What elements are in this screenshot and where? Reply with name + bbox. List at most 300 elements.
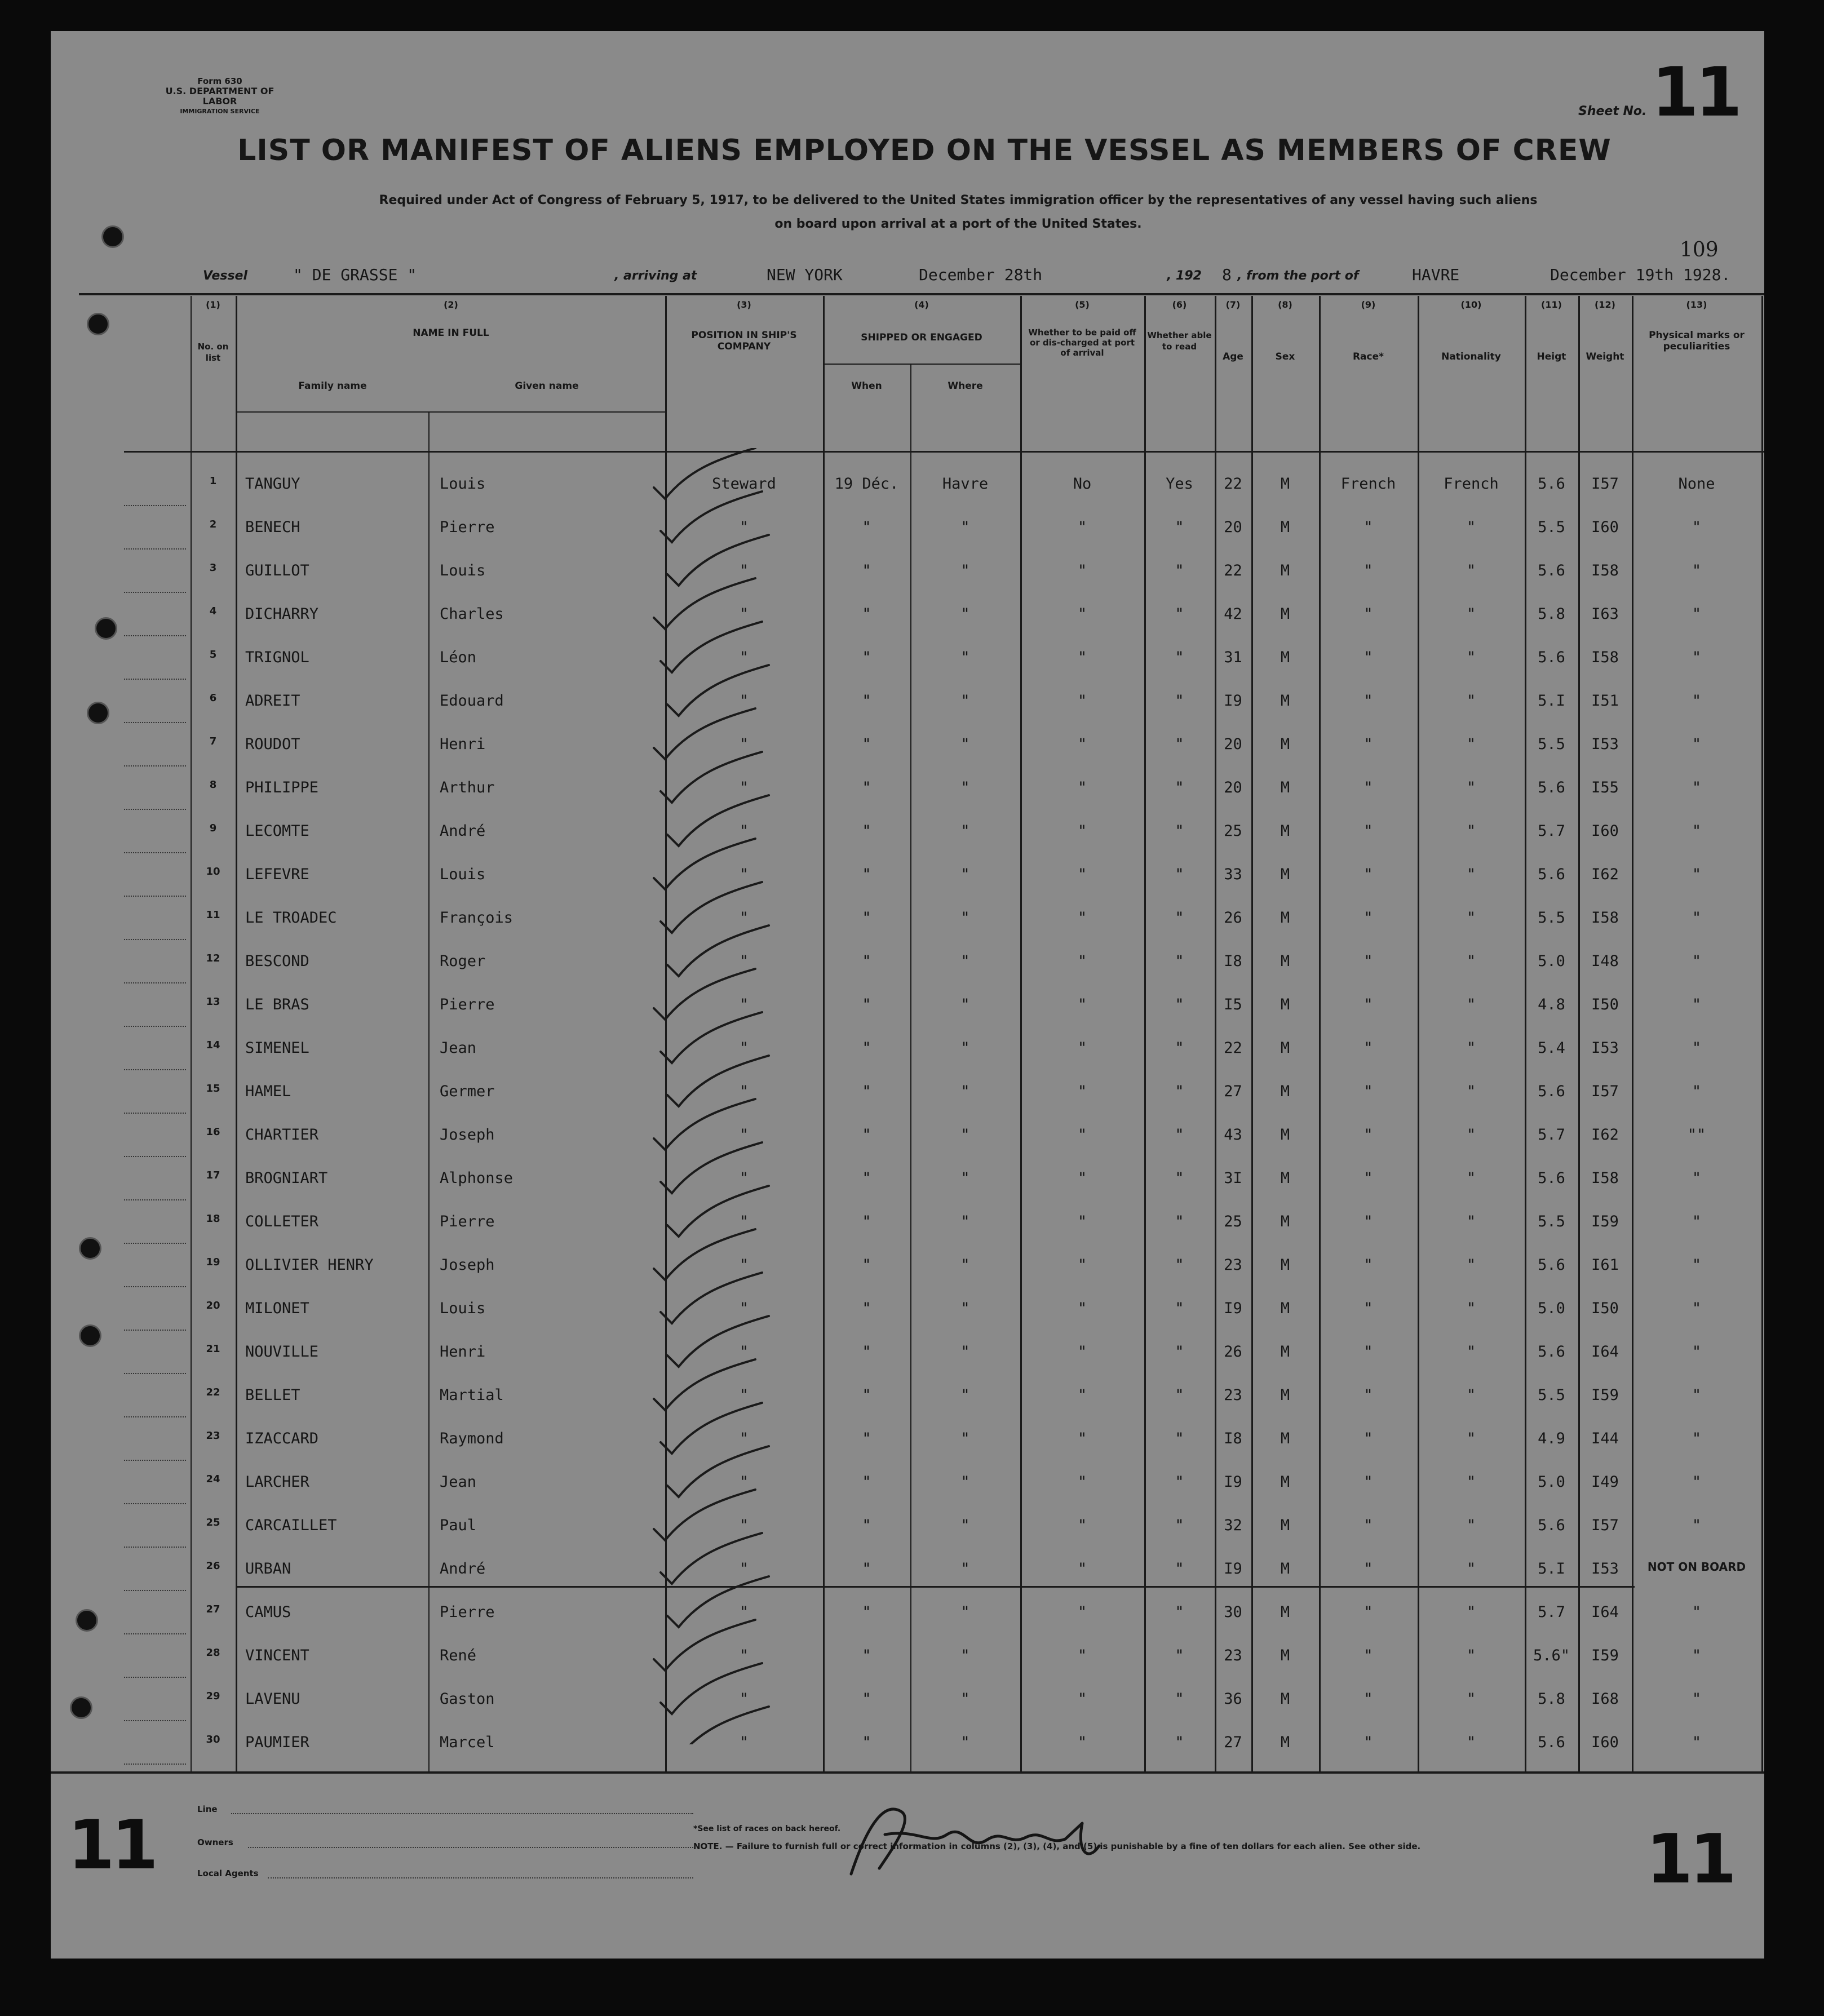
race: " (1363, 1560, 1373, 1578)
able-to-read: " (1175, 1386, 1184, 1404)
given-name: Pierre (440, 1603, 495, 1621)
shipped-when: " (862, 822, 871, 840)
height: 5.7 (1538, 1603, 1565, 1621)
race: " (1363, 1343, 1373, 1361)
able-to-read: " (1175, 1517, 1184, 1534)
col-header-age: Age (1223, 351, 1243, 362)
sex: M (1280, 692, 1290, 710)
table-row (51, 1246, 1764, 1290)
physical-marks: " (1692, 1430, 1702, 1447)
col-number-3: (3) (737, 299, 751, 310)
given-name: Henri (440, 1343, 486, 1361)
shipped-where: " (960, 692, 970, 710)
row-number: 19 (206, 1256, 220, 1268)
row-number: 12 (206, 952, 220, 964)
shipped-when: " (862, 909, 871, 927)
shipped-where: " (960, 1647, 970, 1664)
family-name: CAMUS (245, 1603, 291, 1621)
position: " (739, 1386, 749, 1404)
weight: I48 (1591, 952, 1619, 970)
position: " (739, 1039, 749, 1057)
position: " (739, 909, 749, 927)
paid-off: " (1077, 1734, 1087, 1751)
nationality: " (1466, 1386, 1476, 1404)
able-to-read: " (1175, 952, 1184, 970)
given-name: André (440, 822, 486, 840)
nationality: " (1466, 1300, 1476, 1317)
position: " (739, 866, 749, 883)
physical-marks: " (1692, 1690, 1702, 1708)
physical-marks: " (1692, 1343, 1702, 1361)
paid-off: No (1073, 475, 1092, 493)
check-mark (661, 752, 762, 803)
shipped-where: " (960, 866, 970, 883)
row-number: 7 (209, 735, 217, 747)
year-prefix: , 192 (1167, 269, 1202, 283)
sheet-number: 11 (1652, 54, 1739, 132)
physical-marks: " (1692, 779, 1702, 796)
position: " (739, 1603, 749, 1621)
family-name: LARCHER (245, 1473, 309, 1491)
col-header-when: When (851, 380, 882, 392)
family-name: LEFEVRE (245, 866, 309, 883)
sex: M (1280, 1083, 1290, 1100)
nationality: " (1466, 1169, 1476, 1187)
shipped-where: Havre (942, 475, 989, 493)
race: " (1363, 1690, 1373, 1708)
col-number-8: (8) (1278, 299, 1292, 310)
family-name: OLLIVIER HENRY (245, 1256, 374, 1274)
paid-off: " (1077, 1517, 1087, 1534)
row-number: 24 (206, 1473, 220, 1485)
sex: M (1280, 1169, 1290, 1187)
paid-off: " (1077, 649, 1087, 666)
height: 5.I (1538, 692, 1565, 710)
able-to-read: " (1175, 1473, 1184, 1491)
height: 5.6 (1538, 1343, 1565, 1361)
given-name: Alphonse (440, 1169, 513, 1187)
able-to-read: " (1175, 1647, 1184, 1664)
race: " (1363, 1256, 1373, 1274)
paid-off: " (1077, 1126, 1087, 1144)
height: 5.6 (1538, 779, 1565, 796)
race: " (1363, 952, 1373, 970)
able-to-read: " (1175, 866, 1184, 883)
position: " (739, 1430, 749, 1447)
shipped-when: " (862, 562, 871, 579)
race: " (1363, 996, 1373, 1013)
physical-marks: " (1692, 996, 1702, 1013)
paid-off: " (1077, 562, 1087, 579)
nationality: " (1466, 1473, 1476, 1491)
weight: I64 (1591, 1343, 1619, 1361)
sheet-label: Sheet No. (1578, 104, 1647, 118)
able-to-read: " (1175, 1126, 1184, 1144)
height: 5.5 (1538, 1386, 1565, 1404)
shipped-where: " (960, 1169, 970, 1187)
able-to-read: " (1175, 649, 1184, 666)
given-name: René (440, 1647, 477, 1664)
table-row (51, 1420, 1764, 1463)
line-label: Line (197, 1804, 218, 1814)
age: 22 (1224, 1039, 1242, 1057)
shipped-where: " (960, 1473, 970, 1491)
family-name: PHILIPPE (245, 779, 319, 796)
paid-off: " (1077, 1690, 1087, 1708)
nationality: " (1466, 1343, 1476, 1361)
paid-off: " (1077, 1386, 1087, 1404)
table-row (51, 1463, 1764, 1507)
col-number-4: (4) (914, 299, 929, 310)
physical-marks: " (1692, 692, 1702, 710)
weight: I59 (1591, 1213, 1619, 1230)
height: 5.6 (1538, 1517, 1565, 1534)
paid-off: " (1077, 1300, 1087, 1317)
row-number: 17 (206, 1169, 220, 1181)
col-header-position: POSITION IN SHIP'S COMPANY (691, 330, 797, 352)
age: I9 (1224, 692, 1242, 710)
paid-off: " (1077, 692, 1087, 710)
shipped-where: " (960, 1300, 970, 1317)
col-header-sex: Sex (1275, 351, 1295, 362)
paid-off: " (1077, 909, 1087, 927)
weight: I62 (1591, 866, 1619, 883)
check-mark (661, 622, 762, 672)
vessel-label: Vessel (203, 269, 247, 283)
nationality: " (1466, 1213, 1476, 1230)
weight: I50 (1591, 1300, 1619, 1317)
able-to-read: " (1175, 1083, 1184, 1100)
paid-off: " (1077, 996, 1087, 1013)
height: 4.8 (1538, 996, 1565, 1013)
able-to-read: " (1175, 735, 1184, 753)
nationality: " (1466, 692, 1476, 710)
page-title: LIST OR MANIFEST OF ALIENS EMPLOYED ON THE VESSEL AS MEMBERS OF CREW (237, 134, 1612, 167)
race: " (1363, 519, 1373, 536)
position: " (739, 649, 749, 666)
sex: M (1280, 1256, 1290, 1274)
shipped-where: " (960, 1083, 970, 1100)
shipped-when: " (862, 1256, 871, 1274)
race: " (1363, 822, 1373, 840)
weight: I68 (1591, 1690, 1619, 1708)
strike-line (237, 1586, 1635, 1588)
sex: M (1280, 822, 1290, 840)
physical-marks: " (1692, 952, 1702, 970)
nationality: " (1466, 735, 1476, 753)
given-name: Louis (440, 475, 486, 493)
family-name: PAUMIER (245, 1734, 309, 1751)
physical-marks: " (1692, 1386, 1702, 1404)
height: 5.5 (1538, 909, 1565, 927)
nationality: " (1466, 519, 1476, 536)
vessel-name: " DE GRASSE " (293, 265, 417, 284)
family-name: ROUDOT (245, 735, 300, 753)
shipped-when: " (862, 1430, 871, 1447)
col-header-number: No. on list (197, 342, 229, 363)
position: " (739, 952, 749, 970)
races-note: *See list of races on back hereof. (693, 1824, 841, 1833)
position: " (739, 779, 749, 796)
shipped-when: " (862, 605, 871, 623)
height: 5.8 (1538, 605, 1565, 623)
physical-marks: "" (1687, 1126, 1706, 1144)
weight: I58 (1591, 562, 1619, 579)
position: " (739, 605, 749, 623)
position: Steward (712, 475, 776, 493)
check-mark (654, 448, 755, 499)
able-to-read: " (1175, 1039, 1184, 1057)
departure-date: December 19th 1928. (1550, 265, 1731, 284)
vessel-line (203, 265, 1759, 290)
physical-marks: " (1692, 605, 1702, 623)
col-header-race: Race* (1352, 351, 1384, 362)
age: I9 (1224, 1300, 1242, 1317)
row-number: 23 (206, 1430, 220, 1442)
shipped-when: " (862, 1126, 871, 1144)
paid-off: " (1077, 1213, 1087, 1230)
given-name: Pierre (440, 996, 495, 1013)
age: 23 (1224, 1647, 1242, 1664)
given-name: Pierre (440, 1213, 495, 1230)
race: " (1363, 866, 1373, 883)
weight: I49 (1591, 1473, 1619, 1491)
sex: M (1280, 475, 1290, 493)
position: " (739, 1647, 749, 1664)
row-number: 8 (209, 779, 217, 791)
nationality: " (1466, 1560, 1476, 1578)
able-to-read: " (1175, 822, 1184, 840)
check-mark (654, 1359, 755, 1410)
given-name: André (440, 1560, 486, 1578)
height: 5.6" (1533, 1647, 1570, 1664)
weight: I53 (1591, 1039, 1619, 1057)
nationality: " (1466, 1256, 1476, 1274)
nationality: " (1466, 1126, 1476, 1144)
shipped-where: " (960, 1126, 970, 1144)
paid-off: " (1077, 1343, 1087, 1361)
age: I8 (1224, 952, 1242, 970)
row-number: 29 (206, 1690, 220, 1702)
row-number: 22 (206, 1386, 220, 1398)
family-name: LE TROADEC (245, 909, 337, 927)
height: 5.6 (1538, 1083, 1565, 1100)
position: " (739, 1517, 749, 1534)
shipped-where: " (960, 1343, 970, 1361)
family-name: CARCAILLET (245, 1517, 337, 1534)
paid-off: " (1077, 1647, 1087, 1664)
check-mark (654, 578, 755, 629)
col-header-read: Whether able to read (1147, 330, 1212, 352)
age: I9 (1224, 1473, 1242, 1491)
manifest-sheet (51, 31, 1764, 1959)
table-row (51, 1290, 1764, 1333)
shipped-when: " (862, 1300, 871, 1317)
col-number-12: (12) (1595, 299, 1615, 310)
age: 26 (1224, 909, 1242, 927)
from-port-label: , from the port of (1237, 269, 1359, 283)
age: 22 (1224, 475, 1242, 493)
physical-marks: " (1692, 866, 1702, 883)
given-name: Louis (440, 562, 486, 579)
shipped-when: 19 Déc. (834, 475, 899, 493)
position: " (739, 1343, 749, 1361)
col-number-5: (5) (1075, 299, 1090, 310)
position: " (739, 519, 749, 536)
physical-marks: " (1692, 562, 1702, 579)
col-header-where: Where (948, 380, 983, 392)
row-number: 10 (206, 866, 220, 878)
paid-off: " (1077, 605, 1087, 623)
sex: M (1280, 649, 1290, 666)
shipped-when: " (862, 1734, 871, 1751)
paid-off: " (1077, 735, 1087, 753)
check-mark (661, 1403, 762, 1454)
weight: I61 (1591, 1256, 1619, 1274)
sex: M (1280, 1430, 1290, 1447)
col-number-11: (11) (1541, 299, 1562, 310)
weight: I58 (1591, 1169, 1619, 1187)
nationality: " (1466, 1430, 1476, 1447)
race: French (1340, 475, 1396, 493)
nationality: " (1466, 562, 1476, 579)
age: 22 (1224, 562, 1242, 579)
nationality: " (1466, 1039, 1476, 1057)
check-mark (661, 491, 762, 542)
row-number: 13 (206, 996, 220, 1008)
position: " (739, 1169, 749, 1187)
table-row (51, 856, 1764, 899)
family-name: DICHARRY (245, 605, 319, 623)
row-number: 28 (206, 1647, 220, 1659)
height: 5.7 (1538, 1126, 1565, 1144)
col-number-9: (9) (1361, 299, 1376, 310)
nationality: " (1466, 822, 1476, 840)
physical-marks: " (1692, 649, 1702, 666)
family-name: NOUVILLE (245, 1343, 319, 1361)
table-row (51, 1159, 1764, 1203)
physical-marks: None (1678, 475, 1715, 493)
page-stamp: 109 (1680, 238, 1719, 262)
able-to-read: " (1175, 1300, 1184, 1317)
table-row (51, 1376, 1764, 1420)
physical-marks: " (1692, 1734, 1702, 1751)
given-name: Joseph (440, 1256, 495, 1274)
physical-marks: " (1692, 1213, 1702, 1230)
family-name: ADREIT (245, 692, 300, 710)
shipped-when: " (862, 649, 871, 666)
check-mark (667, 1707, 769, 1744)
paid-off: " (1077, 1473, 1087, 1491)
position: " (739, 562, 749, 579)
row-number: 30 (206, 1734, 220, 1745)
shipped-when: " (862, 1690, 871, 1708)
height: 5.8 (1538, 1690, 1565, 1708)
family-name: VINCENT (245, 1647, 309, 1664)
paid-off: " (1077, 1603, 1087, 1621)
given-name: Arthur (440, 779, 495, 796)
physical-marks: " (1692, 1256, 1702, 1274)
department-name: U.S. DEPARTMENT OF LABOR (165, 86, 275, 107)
able-to-read: " (1175, 519, 1184, 536)
shipped-where: " (960, 519, 970, 536)
family-name: BENECH (245, 519, 300, 536)
family-name: URBAN (245, 1560, 291, 1578)
col-header-nationality: Nationality (1441, 351, 1501, 362)
row-number: 25 (206, 1517, 220, 1528)
shipped-where: " (960, 1386, 970, 1404)
shipped-where: " (960, 952, 970, 970)
sex: M (1280, 1386, 1290, 1404)
shipped-when: " (862, 735, 871, 753)
nationality: " (1466, 649, 1476, 666)
shipped-where: " (960, 1213, 970, 1230)
race: " (1363, 1083, 1373, 1100)
age: 23 (1224, 1256, 1242, 1274)
paid-off: " (1077, 1083, 1087, 1100)
given-name: Marcel (440, 1734, 495, 1751)
shipped-when: " (862, 1386, 871, 1404)
weight: I58 (1591, 649, 1619, 666)
sex: M (1280, 909, 1290, 927)
position: " (739, 1083, 749, 1100)
able-to-read: " (1175, 1734, 1184, 1751)
age: 25 (1224, 1213, 1242, 1230)
sex: M (1280, 866, 1290, 883)
family-name: COLLETER (245, 1213, 319, 1230)
col-header-height: Heigt (1537, 351, 1566, 362)
form-number: Form 630 (197, 76, 242, 86)
position: " (739, 1213, 749, 1230)
paid-off: " (1077, 1560, 1087, 1578)
given-name: Roger (440, 952, 486, 970)
height: 5.I (1538, 1560, 1565, 1578)
race: " (1363, 1473, 1373, 1491)
shipped-when: " (862, 779, 871, 796)
family-name: GUILLOT (245, 562, 309, 579)
given-name: Raymond (440, 1430, 504, 1447)
height: 5.6 (1538, 1169, 1565, 1187)
col-header-given: Given name (515, 380, 579, 392)
table-row (51, 552, 1764, 595)
family-name: TRIGNOL (245, 649, 309, 666)
physical-marks: " (1692, 1517, 1702, 1534)
shipped-when: " (862, 1343, 871, 1361)
subtitle-line-2: on board upon arrival at a port of the United States. (774, 217, 1142, 231)
paid-off: " (1077, 1169, 1087, 1187)
shipped-where: " (960, 1430, 970, 1447)
shipped-where: " (960, 1517, 970, 1534)
family-name: BESCOND (245, 952, 309, 970)
given-name: Pierre (440, 519, 495, 536)
check-mark (654, 1229, 755, 1280)
weight: I60 (1591, 519, 1619, 536)
shipped-where: " (960, 996, 970, 1013)
shipped-when: " (862, 1039, 871, 1057)
table-row (51, 1593, 1764, 1637)
given-name: Charles (440, 605, 504, 623)
shipped-when: " (862, 952, 871, 970)
height: 4.9 (1538, 1430, 1565, 1447)
shipped-where: " (960, 1039, 970, 1057)
nationality: " (1466, 952, 1476, 970)
row-number: 11 (206, 909, 220, 921)
able-to-read: " (1175, 605, 1184, 623)
footer-sheet-number-left: 11 (68, 1806, 155, 1885)
check-marks (637, 448, 806, 1744)
family-name: LE BRAS (245, 996, 309, 1013)
given-name: Martial (440, 1386, 504, 1404)
